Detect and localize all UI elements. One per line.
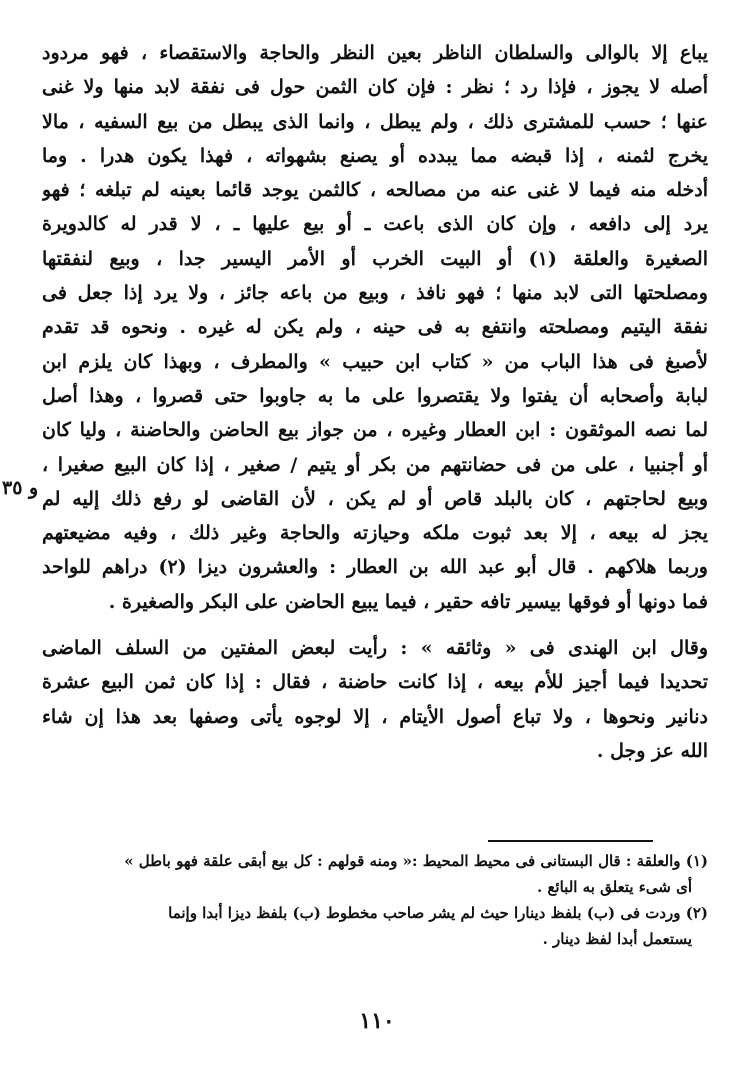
footnote-separator: [488, 840, 653, 842]
footnote-2-line-2: يستعمل أبدا لفظ دينار .: [542, 930, 692, 948]
text-line: تحديدا فيما أجيز للأم بيعه ، إذا كانت حاضنة ، فقال : إذا كان ثمن البيع عشرة: [42, 671, 708, 694]
footnotes: [42, 848, 708, 952]
text-line: عنها ؛ حسب للمشترى ذلك ، ولم يبطل ، وانما الذى يبطل من بيع السفيه ، مالا: [42, 110, 708, 133]
text-line: نفقة اليتيم ومصلحته وانتفع به فى حينه ، ولم يكن له غيره . ونحوه قد تقدم: [42, 316, 708, 339]
text-line: لبابة وأصحابه أن يفتوا ولا يقتصروا على ما به جاوبوا حتى قصروا ، وهذا أصل: [42, 384, 708, 407]
text-line: فما دونها أو فوقها بيسير تافه حقير ، فيما يبيع الحاضن على البكر والصغيرة .: [108, 590, 708, 613]
text-line: الله عز وجل .: [596, 739, 708, 762]
text-line: وبيع لحاجتهم ، كان بالبلد قاص أو لم يكن ، لأن القاضى لو رفع ذلك إليه لم: [42, 487, 708, 510]
text-line: لأصبغ فى هذا الباب من « كتاب ابن حبيب » والمطرف ، وبهذا كان يلزم ابن: [42, 350, 708, 373]
text-line: يخرج لثمنه ، إذا قبضه مما يبدده أو يصنع بشهواته ، فهذا يكون هدرا . وما: [42, 144, 708, 167]
text-line: يرد إلى دافعه ، وإن كان الذى باعت ـ أو بيع عليها ـ ، لا قدر له كالدويرة: [42, 213, 708, 236]
page-number: ١١٠: [359, 1008, 395, 1034]
text-line: يجز له بيعه ، إلا بعد ثبوت ملكه وحيازته والحاجة وغير ذلك ، وفيه مضيعتهم: [42, 522, 708, 545]
text-line: يباع إلا بالوالى والسلطان الناظر بعين النظر والحاجة والاستقصاء ، فهو مردود: [42, 42, 708, 64]
footnote-1-line-2: أى شىء يتعلق به البائع .: [537, 878, 692, 896]
text-line: ومصلحتها التى لابد منها ؛ فهو نافذ ، وبيع من باعه جائز ، ولا يرد إذا جعل فى: [42, 282, 708, 305]
main-text: [42, 36, 708, 768]
footnote-1-line-1: (١) والعلقة : قال البستانى فى محيط المحيط :« ومنه قولهم : كل بيع أبقى علقة فهو باطل »: [124, 852, 708, 870]
text-line: أو أجنبيا ، على من فى حضانتهم من بكر أو يتيم / صغير ، إذا كان البيع صغيرا ،: [42, 453, 708, 476]
text-line: أصله لا يجوز ، فإذا رد ؛ نظر : فإن كان الثمن حول فى نفقة لابد منها ولا غنى: [42, 76, 708, 99]
text-line: وربما هلاكهم . قال أبو عبد الله بن العطار : والعشرون ديزا (٢) دراهم للواحد: [42, 556, 708, 579]
text-line: دنانير ونحوها ، ولا تباع أصول الأيتام ، إلا لوجوه يأتى وصفها بعد هذا إن شاء: [42, 705, 708, 728]
text-line: أدخله منه فيما لا غنى عنه من مصالحه ، كالثمن يوجد قائما بعينه لم تبلغه ؛ فهو: [42, 179, 708, 202]
margin-folio-note: و ٣٥: [2, 477, 39, 499]
text-line: لما نصه الموثقون : ابن العطار وغيره ، من جواز بيع الحاضن والحاضنة ، وليا كان: [42, 419, 708, 442]
footnote-2-line-1: (٢) وردت فى (ب) بلفظ دينارا حيث لم يشر صاحب مخطوط (ب) بلفظ ديزا أبدا وإنما: [168, 904, 708, 922]
text-line: الصغيرة والعلقة (١) أو البيت الخرب أو الأمر اليسير جدا ، وبيع لنفقتها: [42, 247, 708, 270]
text-line: وقال ابن الهندى فى « وثائقه » : رأيت لبعض المفتين من السلف الماضى: [42, 637, 708, 660]
